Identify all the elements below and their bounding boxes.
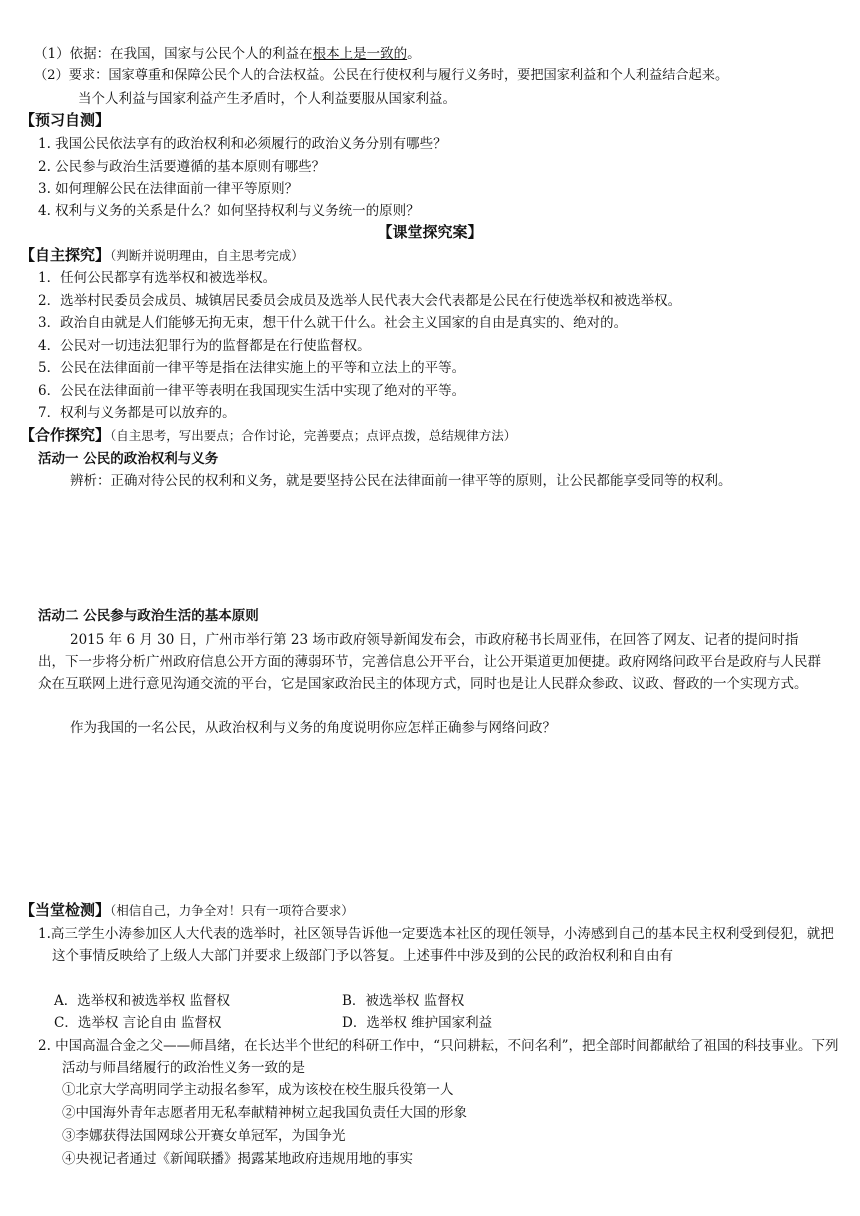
self-explore-note: （判断并说明理由，自主思考完成） [110, 248, 304, 263]
question-2-statement: ④央视记者通过《新闻联播》揭露某地政府违规用地的事实 [62, 1151, 413, 1167]
question-1-option-c: C．选举权 言论自由 监督权 [54, 1015, 222, 1031]
judgement-item: 4．公民对一切违法犯罪行为的监督都是在行使监督权。 [38, 338, 371, 354]
preview-question: 3. 如何理解公民在法律面前一律平等原则？ [38, 181, 299, 197]
question-2-statement: ②中国海外青年志愿者用无私奉献精神树立起我国负责任大国的形象 [62, 1105, 467, 1121]
activity-2-question: 作为我国的一名公民，从政治权利与义务的角度说明你应怎样正确参与网络问政？ [70, 720, 556, 736]
judgement-item: 6．公民在法律面前一律平等表明在我国现实生活中实现了绝对的平等。 [38, 383, 466, 399]
activity-2-title: 活动二 公民参与政治生活的基本原则 [38, 608, 259, 624]
judgement-item: 7．权利与义务都是可以放弃的。 [38, 405, 236, 421]
coop-explore-note: （自主思考，写出要点；合作讨论，完善要点；点评点拨，总结规律方法） [110, 428, 517, 443]
judgement-item: 3．政治自由就是人们能够无拘无束，想干什么就干什么。社会主义国家的自由是真实的、绝对的。 [38, 315, 628, 331]
question-2-statement: ③李娜获得法国网球公开赛女单冠军，为国争光 [62, 1128, 346, 1144]
judgement-item: 5．公民在法律面前一律平等是指在法律实施上的平等和立法上的平等。 [38, 360, 466, 376]
activity-1-text: 辨析：正确对待公民的权利和义务，就是要坚持公民在法律面前一律平等的原则，让公民都能享受同等的权利。 [70, 473, 732, 489]
test-header [20, 900, 354, 921]
question-1-option-b: B．被选举权 监督权 [342, 993, 465, 1009]
activity-1-title: 活动一 公民的政治权利与义务 [38, 451, 219, 467]
preview-question: 2. 公民参与政治生活要遵循的基本原则有哪些？ [38, 159, 326, 175]
preview-heading: 【预习自测】 [20, 111, 111, 129]
test-heading: 【当堂检测】 [20, 901, 111, 919]
question-1-stem: 1.高三学生小涛参加区人大代表的选举时，社区领导告诉他一定要选本社区的现任领导，小涛感到自己的基本民主权利受到侵犯，就把这个事情反映给了上级人大部门并要求上级部门予以答复。上述事件中涉及到的公民的政治权利和自由有 [38, 926, 834, 964]
basis-text-end: 。 [407, 46, 421, 62]
question-2-stem: 2. 中国高温合金之父——师昌绪，在长达半个世纪的科研工作中，“只问耕耘，不问名利”，把全部时间都献给了祖国的科技事业。下列活动与师昌绪履行的政治性义务一致的是 [38, 1038, 839, 1076]
question-1-option-d: D．选举权 维护国家利益 [342, 1015, 493, 1031]
preview-question: 1. 我国公民依法享有的政治权利和必须履行的政治义务分别有哪些？ [38, 136, 447, 152]
test-note: （相信自己，力争全对！只有一项符合要求） [110, 903, 354, 918]
basis-line-1 [34, 44, 421, 64]
basis-underlined-text: 根本上是一致的 [312, 46, 408, 62]
preview-question: 4. 权利与义务的关系是什么？如何坚持权利与义务统一的原则？ [38, 203, 420, 219]
self-explore-heading: 【自主探究】 [20, 246, 111, 264]
basis-text: （1）依据：在我国，国家与公民个人的利益在 [34, 46, 313, 62]
requirement-line: （2）要求：国家尊重和保障公民个人的合法权益。公民在行使权利与履行义务时，要把国家利益和个人利益结合起来。 [34, 68, 729, 83]
question-2-statement: ①北京大学高明同学主动报名参军，成为该校在校生服兵役第一人 [62, 1082, 454, 1098]
question-1-option-a: A．选举权和被选举权 监督权 [54, 993, 231, 1009]
judgement-item: 1．任何公民都享有选举权和被选举权。 [38, 270, 277, 286]
requirement-line-2: 当个人利益与国家利益产生矛盾时，个人利益要服从国家利益。 [78, 91, 456, 107]
coop-explore-header [20, 425, 516, 446]
coop-explore-heading: 【合作探究】 [20, 426, 111, 444]
judgement-item: 2．选举村民委员会成员、城镇居民委员会成员及选举人民代表大会代表都是公民在行使选举权和被选举权。 [38, 293, 682, 309]
activity-2-material: 2015 年 6 月 30 日，广州市举行第 23 场市政府领导新闻发布会，市政府秘书长周亚伟，在回答了网友、记者的提问时指出，下一步将分析广州政府信息公开方面的薄弱环节，完善信息公开平台，让公开渠道更加便捷。政府网络问政平台是政府与人民群众在互联网上进行意见沟通交流的平台，它是国家政治民主的体现方式，同时也是让人民群众参政、议政、督政的一个实现方式。 [38, 632, 821, 692]
self-explore-header [20, 245, 304, 266]
class-section-title: 【课堂探究案】 [377, 223, 483, 241]
